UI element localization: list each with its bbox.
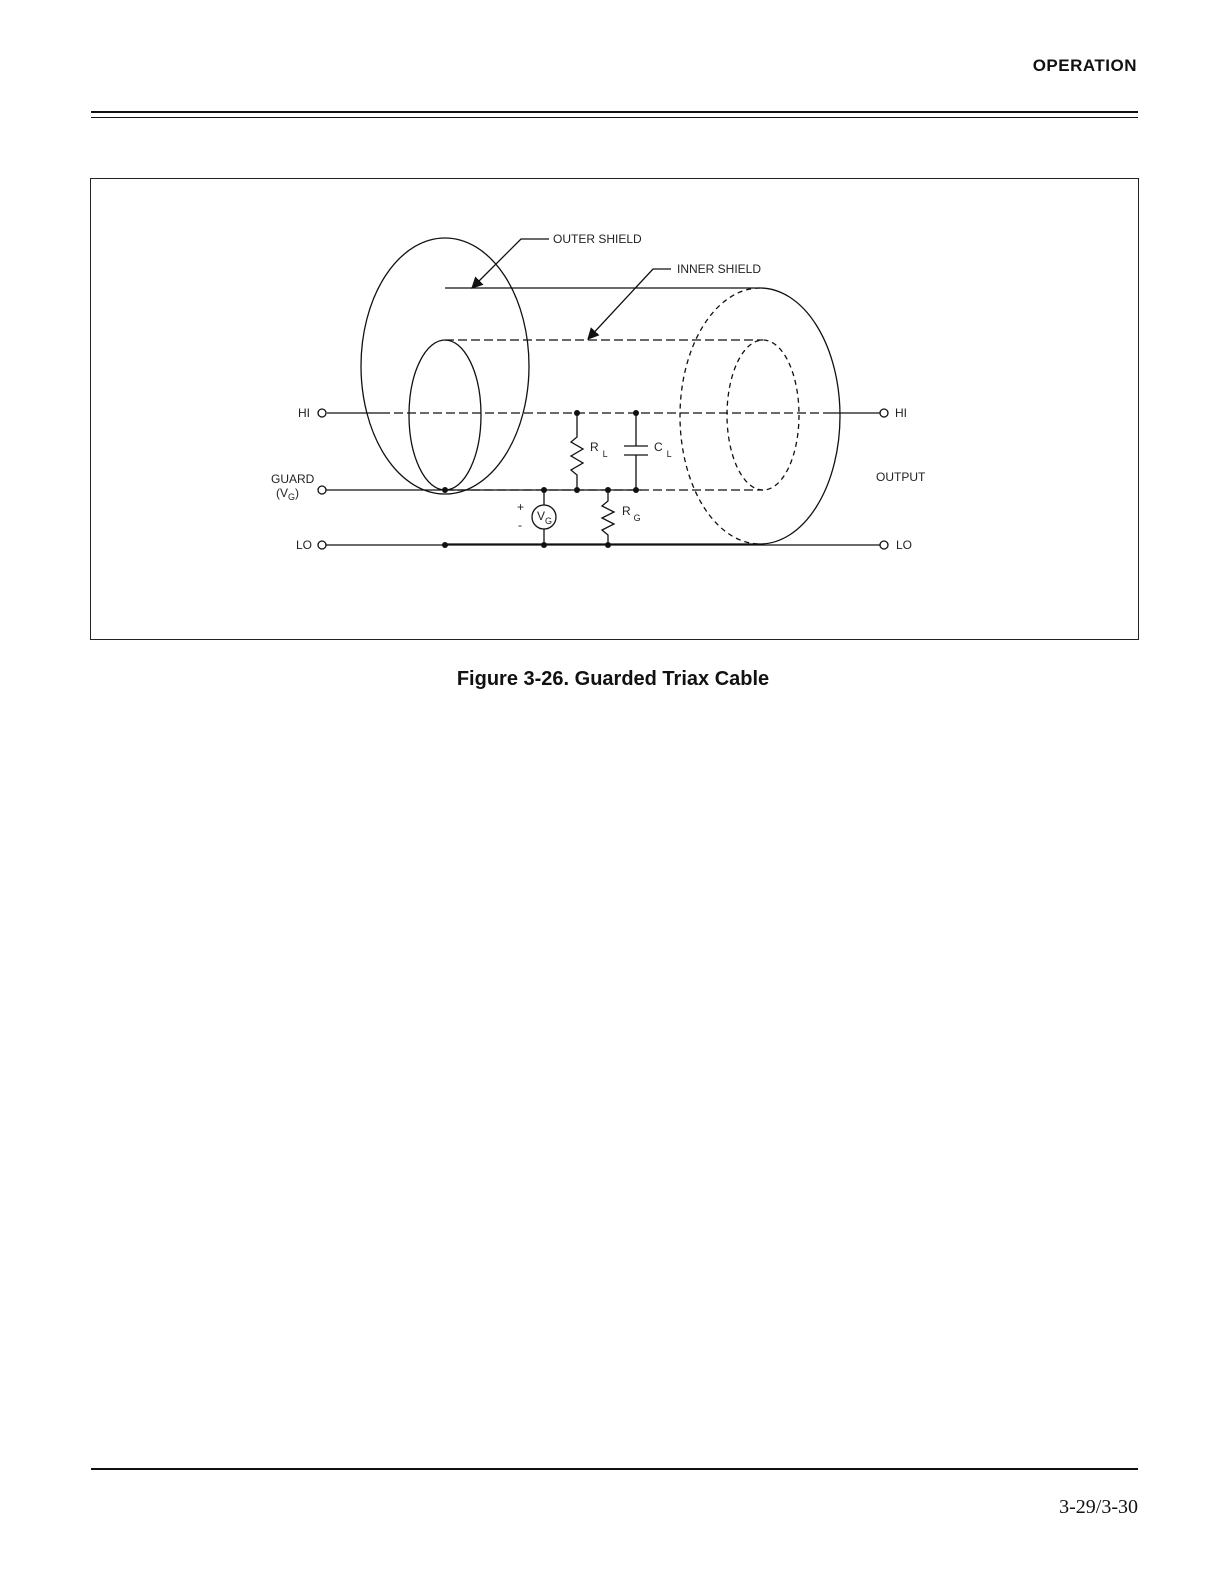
left-outer-shield-ellipse [361, 238, 529, 494]
hi-right-terminal [880, 409, 888, 417]
right-outer-ellipse-back [680, 288, 760, 544]
junction-dot [442, 542, 448, 548]
right-inner-shield-ellipse [727, 340, 799, 490]
page-number: 3-29/3-30 [1059, 1496, 1138, 1518]
junction-dot [541, 542, 547, 548]
rg-resistor [602, 490, 614, 545]
cl-capacitor [624, 413, 648, 490]
output-label: OUTPUT [876, 470, 926, 484]
junction-dot [442, 487, 448, 493]
outer-shield-label: OUTER SHIELD [553, 232, 642, 246]
guard-label: GUARD [271, 472, 315, 486]
rl-label: R $_L$ [590, 440, 608, 459]
header-rule [91, 111, 1138, 118]
junction-dot [605, 542, 611, 548]
junction-dot [574, 487, 580, 493]
hi-right-label: HI [895, 406, 907, 420]
figure-frame [90, 178, 1139, 640]
junction-dot [633, 410, 639, 416]
triax-cable-diagram [91, 179, 1140, 641]
junction-dot [605, 487, 611, 493]
outer-shield-leader [472, 239, 549, 288]
section-title: OPERATION [1032, 56, 1137, 75]
figure-caption: Figure 3-26. Guarded Triax Cable [456, 668, 770, 690]
left-inner-shield-ellipse [409, 340, 481, 490]
lo-left-terminal [318, 541, 326, 549]
vg-label: $V_G$ [537, 509, 553, 526]
hi-left-terminal [318, 409, 326, 417]
junction-dot [633, 487, 639, 493]
lo-right-label: LO [896, 538, 913, 552]
vg-minus-label: - [518, 518, 522, 532]
hi-left-label: HI [298, 406, 310, 420]
junction-dot [541, 487, 547, 493]
vg-plus-label: + [517, 500, 525, 514]
guard-terminal [318, 486, 326, 494]
inner-shield-label: INNER SHIELD [677, 262, 762, 276]
junction-dot [574, 410, 580, 416]
footer-rule [91, 1468, 1138, 1470]
lo-right-terminal [880, 541, 888, 549]
rg-label: R $_G$ [622, 504, 641, 523]
cl-label: C $_L$ [654, 440, 672, 459]
right-outer-ellipse-front [760, 288, 840, 544]
lo-left-label: LO [296, 538, 313, 552]
rl-resistor [571, 413, 583, 490]
inner-shield-leader [588, 269, 671, 339]
guard-v-label: $(V_G)$ [276, 486, 300, 502]
